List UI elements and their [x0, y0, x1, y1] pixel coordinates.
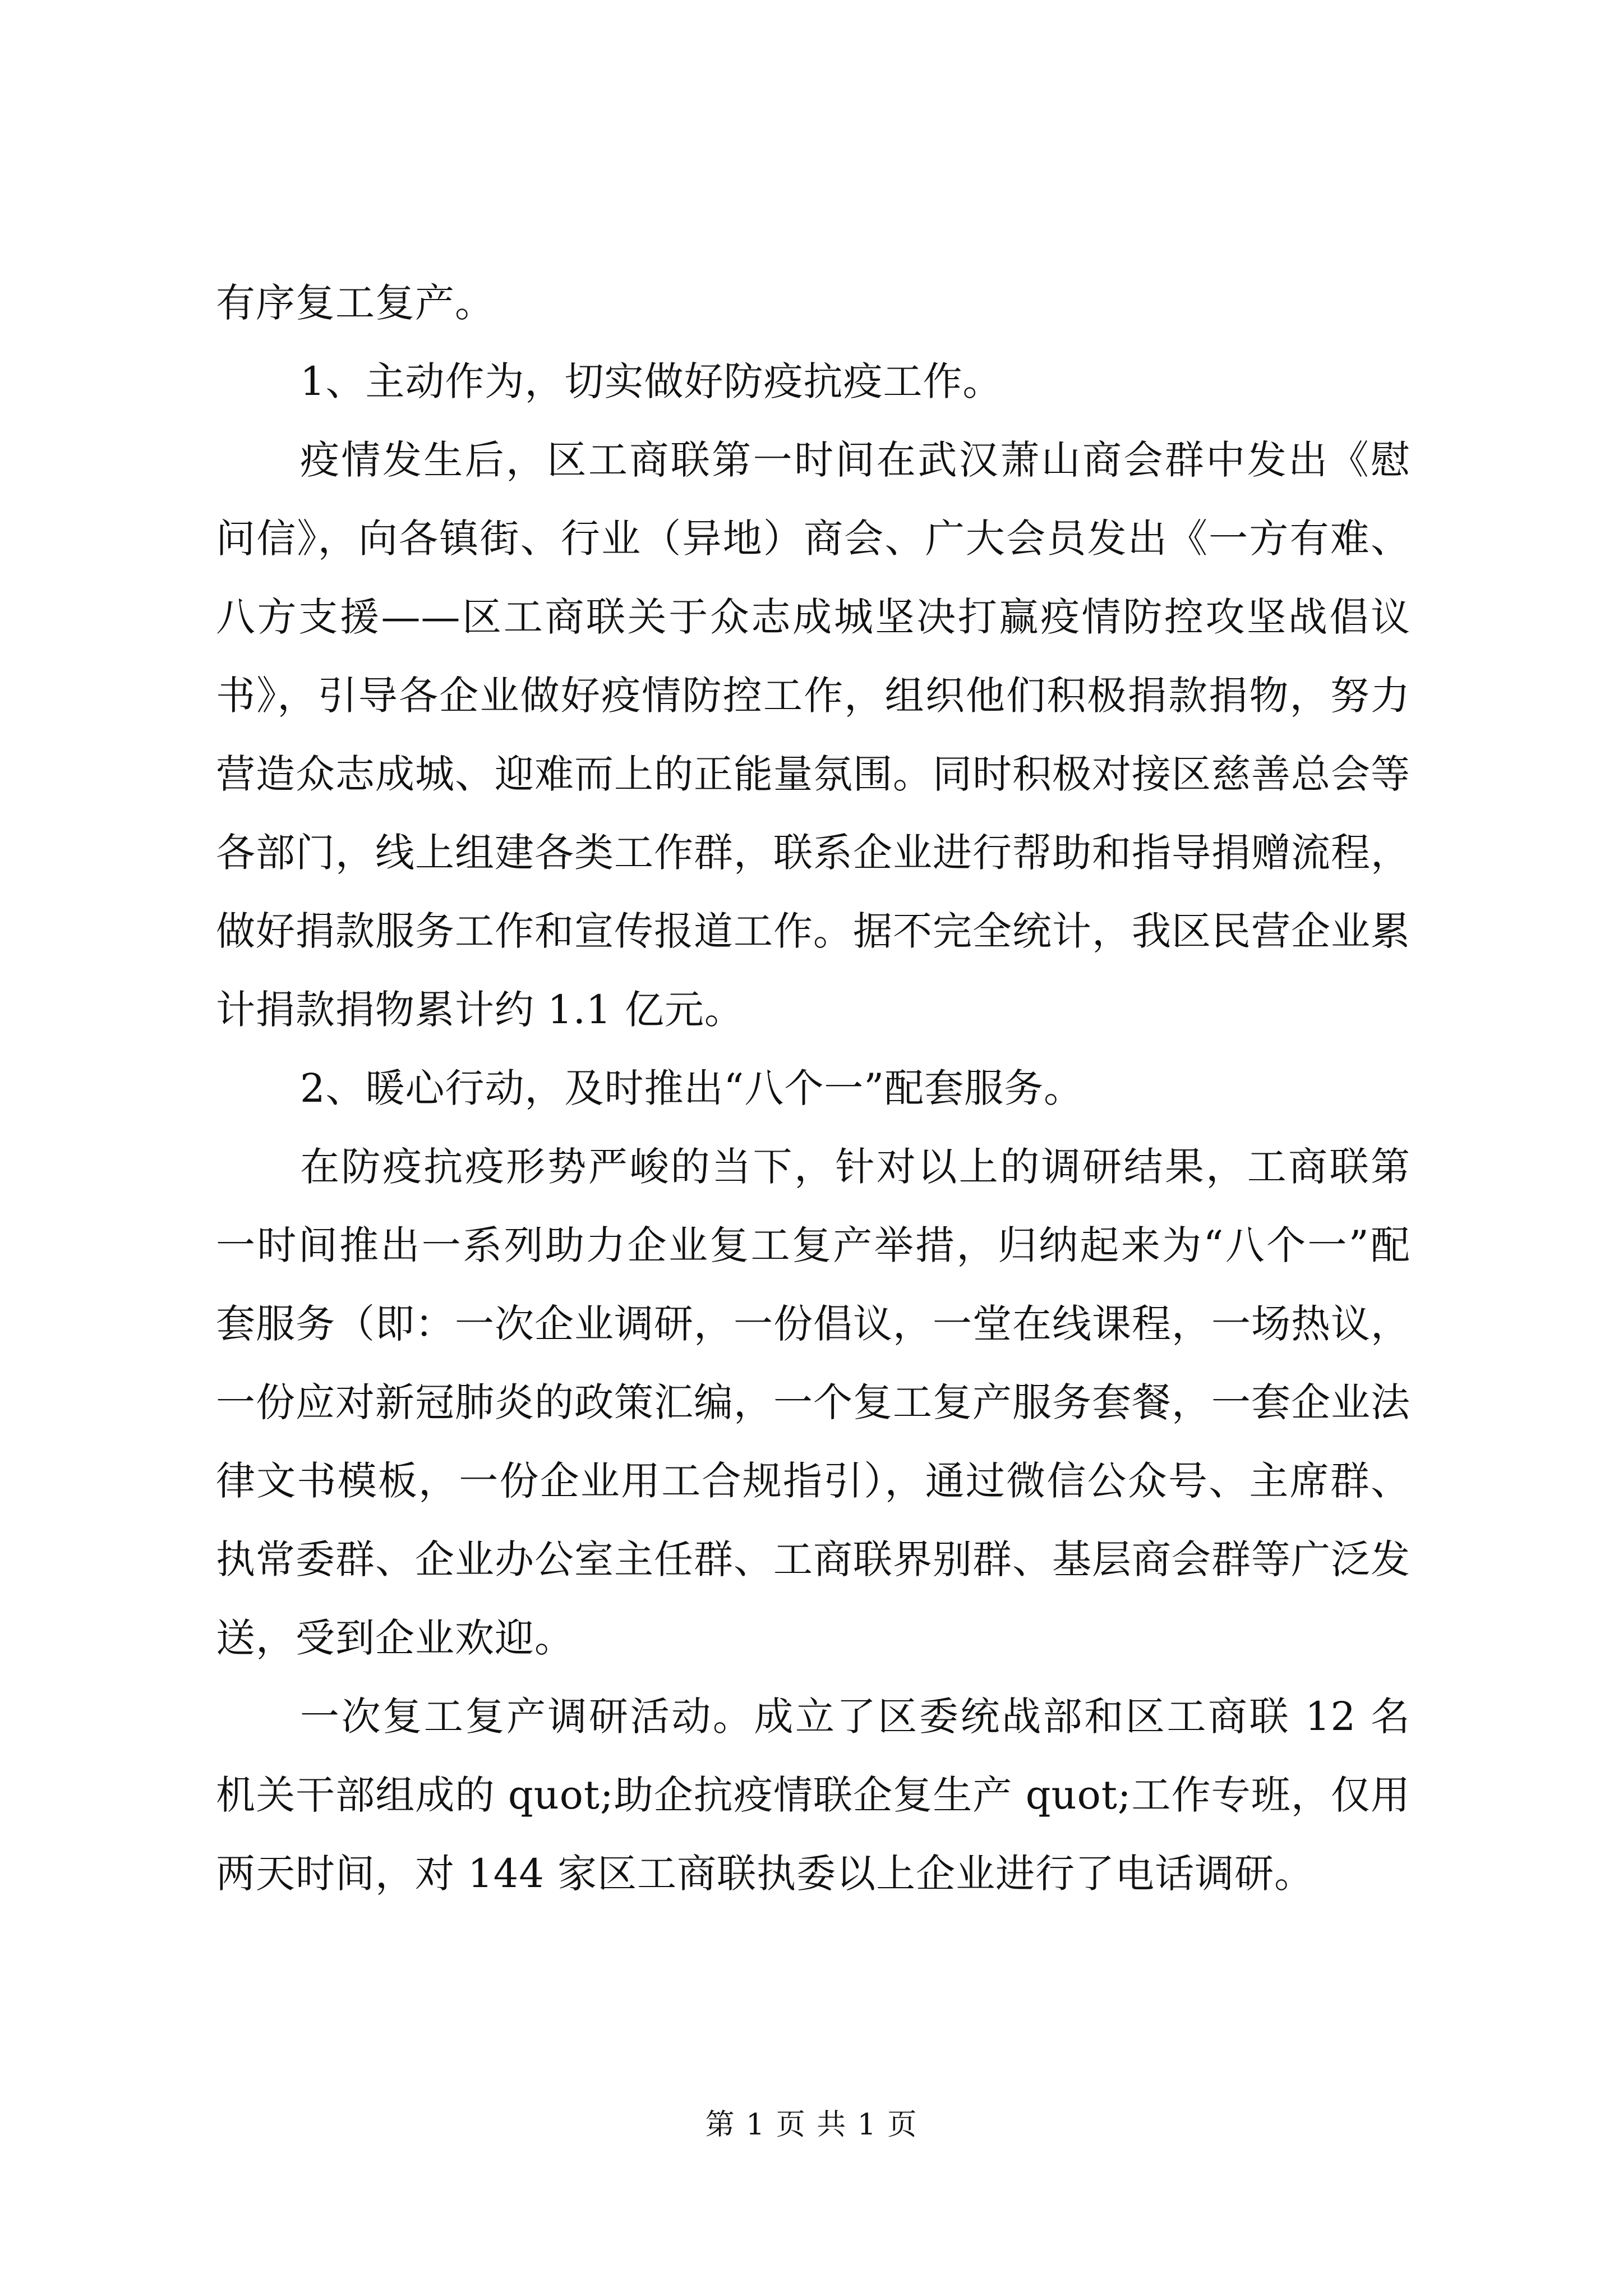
paragraph-eight-services: 在防疫抗疫形势严峻的当下，针对以上的调研结果，工商联第一时间推出一系列助力企业复工复产举措，归纳起来为“八个一”配套服务（即：一次企业调研，一份倡议，一堂在线课程，一场热议，一份应对新冠肺炎的政策汇编，一个复工复产服务套餐，一套企业法律文书模板，一份企业用工合规指引），通过微信公众号、主席群、执常委群、企业办公室主任群、工商联界别群、基层商会群等广泛发送，受到企业欢迎。 — [216, 1144, 1410, 1661]
page-footer: 第 1 页 共 1 页 — [705, 2108, 918, 2142]
paragraph-survey: 一次复工复产调研活动。成立了区委统战部和区工商联 12 名机关干部组成的 quot;助企抗疫情联企复生产 quot;工作专班，仅用两天时间，对 144 家区工商联执委以上企业进行了电话调研。 — [216, 1694, 1410, 1897]
paragraph-continuation: 有序复工复产。 — [216, 280, 495, 326]
section-heading-1: 1、主动作为，切实做好防疫抗疫工作。 — [300, 358, 1003, 404]
document-body — [216, 264, 1410, 1913]
section-heading-2: 2、暖心行动，及时推出“八个一”配套服务。 — [300, 1065, 1084, 1111]
paragraph-epidemic-response: 疫情发生后，区工商联第一时间在武汉萧山商会群中发出《慰问信》，向各镇街、行业（异地）商会、广大会员发出《一方有难、八方支援——区工商联关于众志成城坚决打赢疫情防控攻坚战倡议书》，引导各企业做好疫情防控工作，组织他们积极捐款捐物，努力营造众志成城、迎难而上的正能量氛围。同时积极对接区慈善总会等各部门，线上组建各类工作群，联系企业进行帮助和指导捐赠流程，做好捐款服务工作和宣传报道工作。据不完全统计，我区民营企业累计捐款捐物累计约 1.1 亿元。 — [216, 437, 1410, 1033]
